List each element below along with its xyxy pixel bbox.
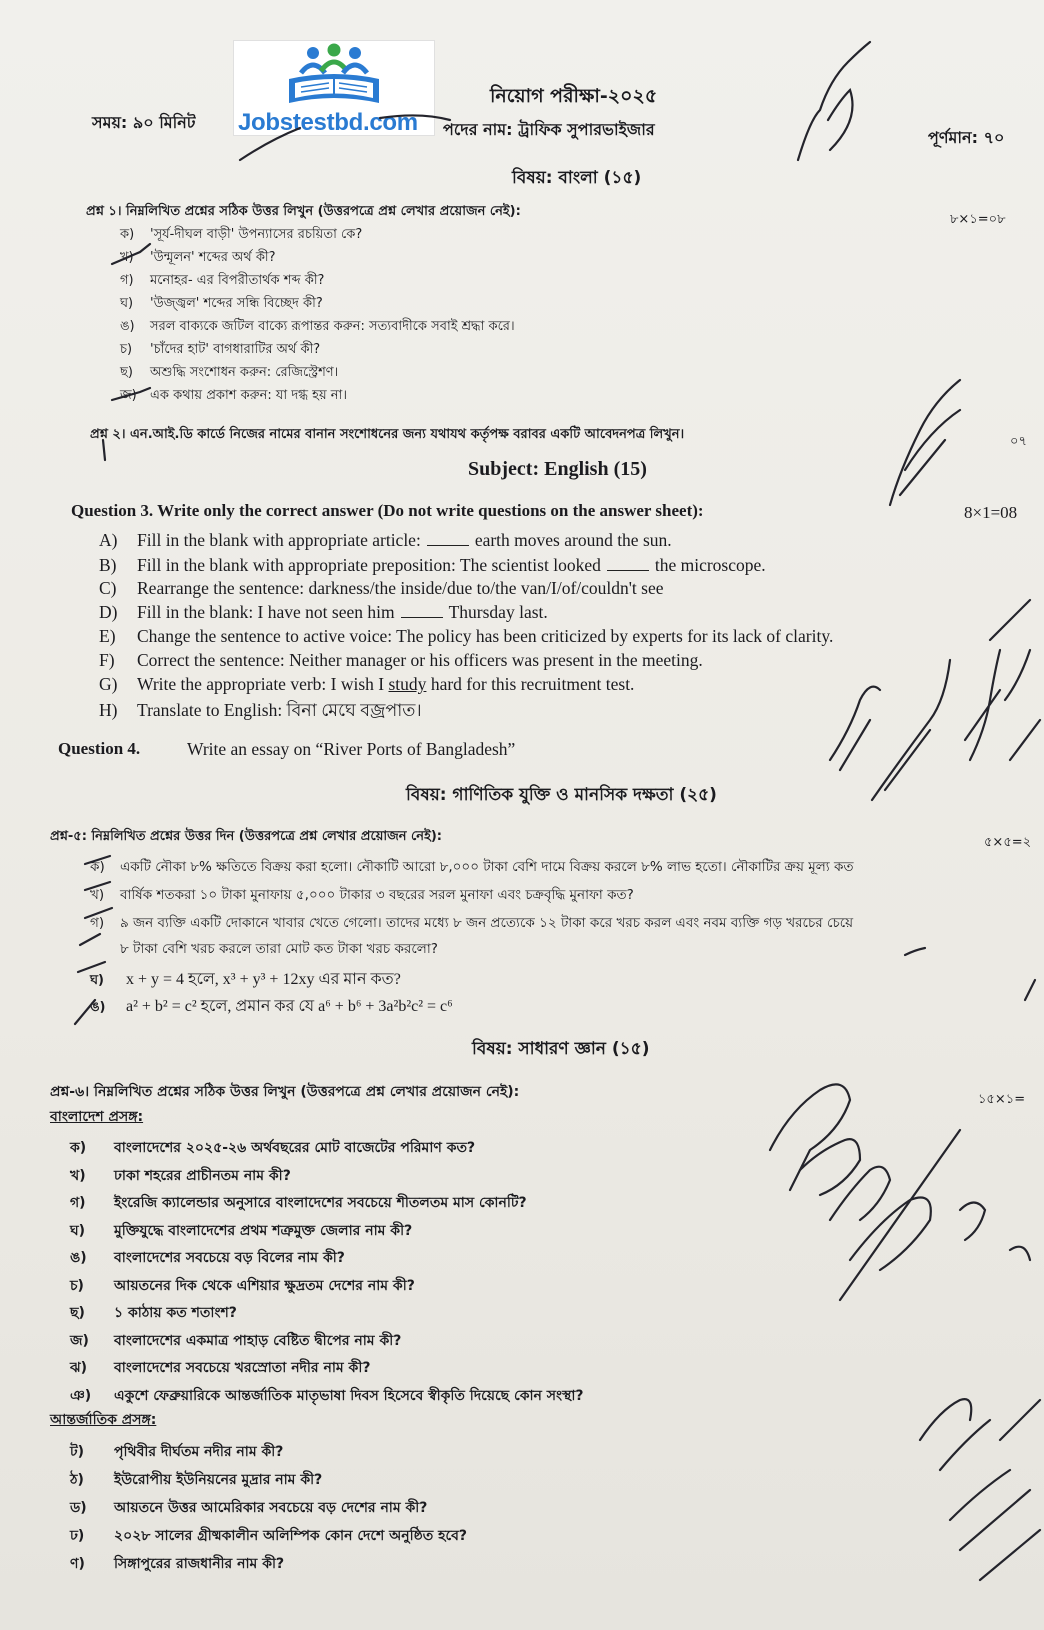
list-item	[99, 650, 703, 671]
item-letter: G)	[99, 674, 118, 694]
list-item	[120, 363, 338, 384]
item-text: Correct the sentence: Neither manager or his officers was present in the meeting.	[137, 650, 703, 670]
answer-blank	[427, 531, 469, 546]
list-item	[99, 555, 766, 576]
item-letter: H)	[99, 700, 118, 720]
item-letter: ঝ)	[70, 1360, 87, 1376]
item-letter: গ)	[70, 1195, 86, 1211]
item-letter: A)	[99, 530, 118, 550]
list-item	[70, 1524, 467, 1548]
item-text: এক কথায় প্রকাশ করুন: যা দগ্ধ হয় না।	[150, 388, 347, 403]
exam-time: সময়: ৯০ মিনিট	[92, 113, 196, 132]
item-letter: গ)	[120, 273, 134, 288]
question-1: প্রশ্ন ১। নিম্নলিখিত প্রশ্নের সঠিক উত্তর লিখুন (উত্তরপত্রে প্রশ্ন লেখার প্রয়োজন নেই):	[86, 204, 521, 219]
item-text: সরল বাক্যকে জটিল বাক্যে রূপান্তর করুন: সত্যবাদীকে সবাই শ্রদ্ধা করে।	[150, 319, 515, 334]
item-text: ইংরেজি ক্যালেন্ডার অনুসারে বাংলাদেশের সবচেয়ে শীতলতম মাস কোনটি?	[114, 1195, 527, 1211]
list-item	[70, 1274, 415, 1298]
item-text-after: the microscope.	[654, 555, 766, 575]
item-text: অশুদ্ধি সংশোধন করুন: রেজিস্ট্রেশণ।	[150, 365, 339, 380]
question-3-marks: 8×1=08	[964, 503, 1018, 522]
item-letter: B)	[99, 555, 117, 575]
logo-text: Jobstestbd.com	[238, 109, 418, 136]
list-item	[120, 317, 515, 338]
item-letter: ক)	[70, 1140, 87, 1156]
item-text: Rearrange the sentence: darkness/the inside/due to/the van/I/of/couldn't see	[137, 578, 664, 598]
item-text: 'উজ্জ্বল' শব্দের সন্ধি বিচ্ছেদ কী?	[150, 296, 323, 311]
list-item	[70, 1468, 322, 1492]
item-letter: গ)	[90, 915, 105, 931]
list-item	[120, 271, 324, 292]
item-text: Change the sentence to active voice: The policy has been criticized by experts for its lack of clarity.	[137, 626, 834, 646]
item-text: ঢাকা শহরের প্রাচীনতম নাম কী?	[114, 1167, 291, 1184]
item-letter: C)	[99, 578, 117, 598]
item-text: Write the appropriate verb: I wish I	[137, 674, 385, 694]
underlined-word: study	[388, 674, 427, 694]
list-item	[70, 1440, 283, 1464]
item-letter: D)	[99, 602, 118, 622]
question-4-text: Write an essay on “River Ports of Bangladesh”	[187, 739, 516, 759]
list-item	[99, 698, 422, 727]
math-item-e-text: a² + b² = c² হলে, প্রমান কর যে a⁶ + b⁶ + 3a²b²c² = c⁶	[126, 998, 453, 1015]
item-text: Fill in the blank with appropriate preposition: The scientist looked	[137, 555, 601, 575]
item-letter: ঙ)	[70, 1250, 87, 1266]
item-letter: খ)	[120, 250, 134, 265]
list-item	[120, 938, 438, 961]
list-item	[99, 578, 664, 599]
question-6: প্রশ্ন-৬। নিম্নলিখিত প্রশ্নের সঠিক উত্তর লিখুন (উত্তরপত্রে প্রশ্ন লেখার প্রয়োজন নেই):	[50, 1084, 520, 1100]
list-item	[90, 912, 853, 935]
item-text: বার্ষিক শতকরা ১০ টাকা মুনাফায় ৫,০০০ টাকার ৩ বছরের সরল মুনাফা এবং চক্রবৃদ্ধি মুনাফা কত?	[120, 887, 634, 903]
item-letter: চ)	[120, 342, 133, 357]
list-item	[70, 1219, 412, 1243]
item-text: ৯ জন ব্যক্তি একটি দোকানে খাবার খেতে গেলো। তাদের মধ্যে ৮ জন প্রত্যেকে ১২ টাকা করে খরচ করল এবং নবম ব্যক্তি গড় খরচের চেয়ে	[120, 915, 854, 931]
logo-figures-icon	[279, 43, 389, 109]
list-item	[120, 294, 323, 315]
item-text: ২০২৮ সালের গ্রীষ্মকালীন অলিম্পিক কোন দেশে অনুষ্ঠিত হবে?	[114, 1528, 468, 1544]
item-text: বাংলাদেশের সবচেয়ে খরস্রোতা নদীর নাম কী?	[114, 1360, 371, 1376]
list-item	[70, 1384, 584, 1408]
item-letter: E)	[99, 626, 116, 646]
item-letter: ট)	[70, 1444, 85, 1460]
item-text: 'সূর্য-দীঘল বাড়ী' উপন্যাসের রচয়িতা কে?	[150, 227, 363, 242]
item-text: Translate to English: বিনা মেঘে বজ্রপাত।	[137, 700, 422, 720]
item-letter: খ)	[70, 1167, 86, 1184]
item-letter: ক)	[120, 227, 135, 242]
item-text: বাংলাদেশের ২০২৫-২৬ অর্থবছরের মোট বাজেটের পরিমাণ কত?	[114, 1140, 476, 1156]
item-text-after: hard for this recruitment test.	[430, 674, 635, 694]
answer-blank	[401, 603, 443, 618]
item-letter: ঘ)	[70, 1222, 86, 1239]
item-letter: ঘ)	[120, 296, 134, 311]
item-letter: F)	[99, 650, 115, 670]
item-text: আয়তনে উত্তর আমেরিকার সবচেয়ে বড় দেশের নাম কী?	[114, 1500, 428, 1516]
item-letter: ক)	[90, 859, 105, 875]
item-letter: ড)	[70, 1500, 87, 1516]
item-letter: ঙ)	[120, 319, 135, 334]
subject-math: বিষয়: গাণিতিক যুক্তি ও মানসিক দক্ষতা (২৫)	[406, 785, 717, 805]
exam-title: নিয়োগ পরীক্ষা-২০২৫	[490, 85, 658, 107]
list-item	[70, 1164, 291, 1188]
list-item	[120, 340, 320, 361]
list-item	[99, 530, 672, 551]
answer-blank	[607, 556, 649, 571]
list-item	[120, 248, 276, 269]
item-text: মনোহর- এর বিপরীতার্থক শব্দ কী?	[150, 273, 325, 288]
item-letter: ঢ)	[70, 1528, 85, 1544]
item-text: 'উন্মূলন' শব্দের অর্থ কী?	[150, 250, 276, 265]
item-text-after: Thursday last.	[448, 602, 548, 622]
question-2-marks: ০৭	[1010, 434, 1027, 449]
question-3: Question 3. Write only the correct answer (Do not write questions on the answer sheet):	[71, 501, 704, 520]
math-item-d-text: x + y = 4 হলে, x³ + y³ + 12xy এর মান কত?	[126, 971, 401, 988]
math-item-d-letter: ঘ)	[90, 973, 104, 988]
item-letter: ছ)	[120, 365, 133, 380]
item-text: একুশে ফেব্রুয়ারিকে আন্তর্জাতিক মাতৃভাষা দিবস হিসেবে স্বীকৃতি দিয়েছে কোন সংস্থা?	[114, 1387, 584, 1404]
list-item	[70, 1496, 427, 1520]
math-item-e-letter: ঙ)	[90, 1000, 106, 1015]
post-name: পদের নাম: ট্রাফিক সুপারভাইজার	[443, 120, 655, 139]
item-letter: জ)	[120, 388, 137, 403]
math-item-e	[90, 993, 453, 1020]
item-text: ৮ টাকা বেশি খরচ করলে তারা মোট কত টাকা খরচ করলো?	[120, 941, 438, 957]
subject-english: Subject: English (15)	[468, 458, 647, 480]
item-text: Fill in the blank: I have not seen him	[137, 602, 395, 622]
list-item	[70, 1136, 475, 1160]
question-2: প্রশ্ন ২। এন.আই.ডি কার্ডে নিজের নামের বানান সংশোধনের জন্য যথাযথ কর্তৃপক্ষ বরাবর একটি আবেদনপত্র লিখুন।	[90, 427, 685, 442]
item-text: বাংলাদেশের একমাত্র পাহাড় বেষ্টিত দ্বীপের নাম কী?	[114, 1332, 402, 1349]
question-4-label: Question 4.	[58, 739, 141, 758]
item-text: ১ কাঠায় কত শতাংশ?	[114, 1305, 237, 1321]
item-letter: খ)	[90, 887, 105, 903]
list-item	[70, 1356, 370, 1380]
item-text-after: earth moves around the sun.	[474, 530, 672, 550]
item-text: 'চাঁদের হাট' বাগধারাটির অর্থ কী?	[150, 342, 321, 357]
question-6-marks: ১৫×১=	[978, 1092, 1026, 1107]
site-logo	[233, 40, 435, 136]
item-text: সিঙ্গাপুরের রাজধানীর নাম কী?	[114, 1556, 285, 1572]
list-item	[90, 856, 854, 879]
item-letter: ছ)	[70, 1305, 85, 1321]
item-letter: ঞ)	[70, 1387, 92, 1404]
bd-heading: বাংলাদেশ প্রসঙ্গ:	[50, 1109, 144, 1125]
list-item	[99, 602, 548, 623]
question-1-marks: ৮×১=০৮	[950, 212, 1006, 227]
list-item	[70, 1329, 401, 1353]
item-text: পৃথিবীর দীর্ঘতম নদীর নাম কী?	[114, 1444, 284, 1460]
item-letter: ণ)	[70, 1556, 85, 1572]
math-item-d	[90, 966, 401, 993]
list-item	[70, 1191, 527, 1215]
question-5-marks: ৫×৫=২	[984, 835, 1032, 850]
item-text: বাংলাদেশের সবচেয়ে বড় বিলের নাম কী?	[114, 1250, 345, 1266]
full-marks: পূর্ণমান: ৭০	[928, 128, 1005, 147]
list-item	[99, 674, 634, 695]
subject-gk: বিষয়: সাধারণ জ্ঞান (১৫)	[472, 1039, 650, 1059]
item-letter: জ)	[70, 1332, 89, 1349]
item-text: মুক্তিযুদ্ধে বাংলাদেশের প্রথম শত্রুমুক্ত জেলার নাম কী?	[114, 1222, 413, 1239]
intl-heading: আন্তর্জাতিক প্রসঙ্গ:	[50, 1412, 157, 1428]
item-text: একটি নৌকা ৮% ক্ষতিতে বিক্রয় করা হলো। নৌকাটি আরো ৮,০০০ টাকা বেশি দামে বিক্রয় করলে ৮% লাভ হতো। নৌকাটির ক্রয় মূল্য কত	[120, 859, 854, 875]
question-5: প্রশ্ন-৫: নিম্নলিখিত প্রশ্নের উত্তর দিন (উত্তরপত্রে প্রশ্ন লেখার প্রয়োজন নেই):	[50, 829, 442, 844]
list-item	[120, 225, 362, 246]
list-item	[90, 884, 634, 907]
item-text: ইউরোপীয় ইউনিয়নের মুদ্রার নাম কী?	[114, 1472, 323, 1488]
list-item	[70, 1301, 237, 1325]
item-text: Fill in the blank with appropriate article:	[137, 530, 421, 550]
item-text: আয়তনের দিক থেকে এশিয়ার ক্ষুদ্রতম দেশের নাম কী?	[114, 1277, 415, 1294]
list-item	[120, 386, 347, 407]
list-item	[70, 1246, 345, 1270]
list-item	[70, 1552, 284, 1576]
subject-bangla: বিষয়: বাংলা (১৫)	[512, 168, 642, 188]
list-item	[99, 626, 833, 647]
item-letter: চ)	[70, 1277, 84, 1294]
item-letter: ঠ)	[70, 1472, 84, 1488]
